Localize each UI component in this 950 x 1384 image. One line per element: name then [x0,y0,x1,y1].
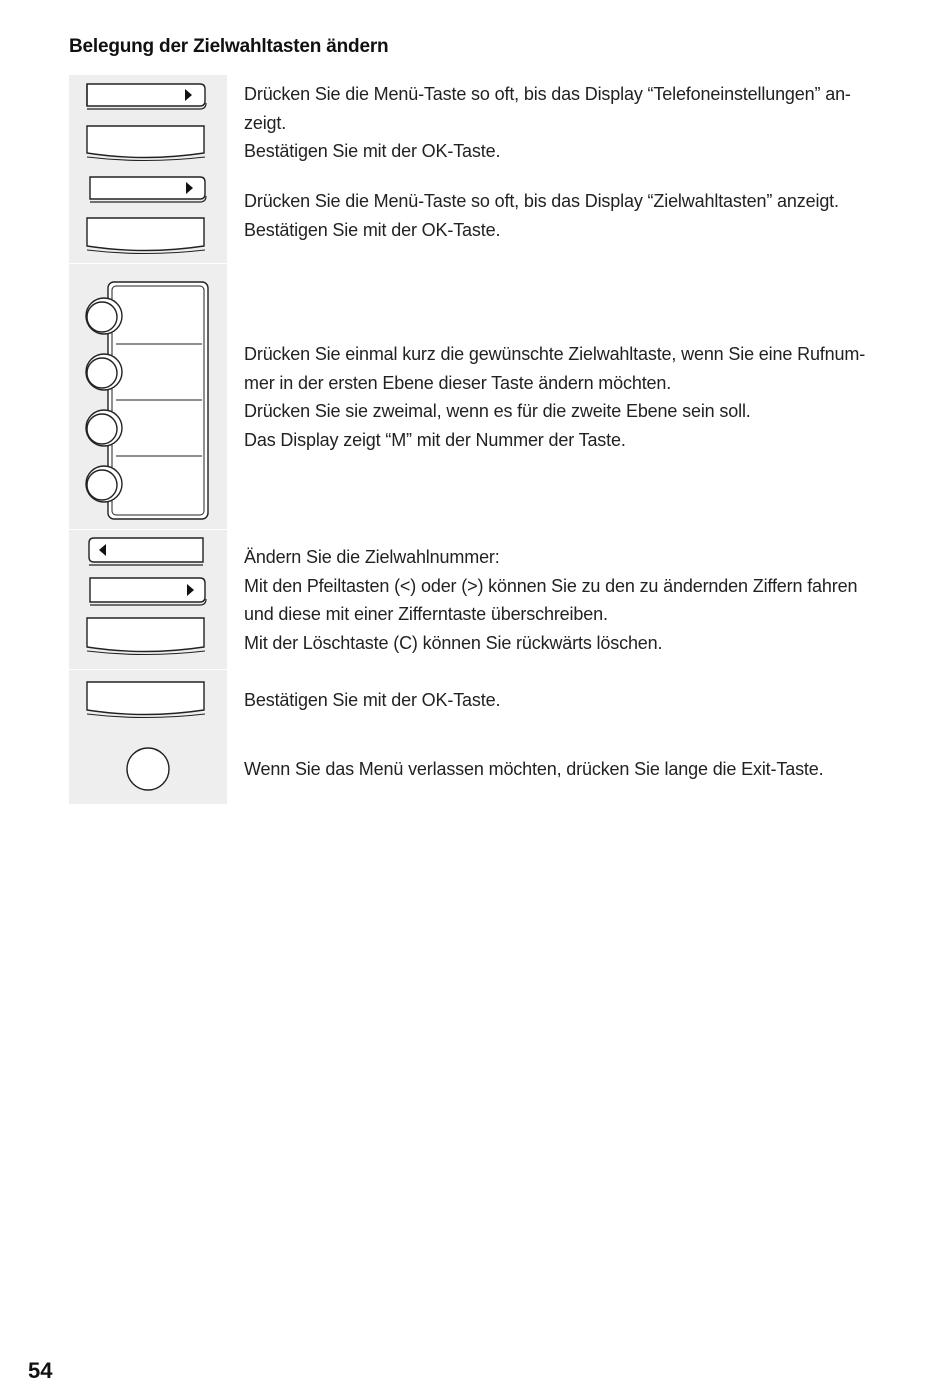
step-text-line: Mit den Pfeiltasten (<) oder (>) können Sie zu den zu ändernden Ziffern fahren [244,575,858,596]
step-text-line: Bestätigen Sie mit der OK-Taste. [244,219,501,240]
step-1-text [244,80,916,166]
menu-right-key-icon [84,81,208,112]
step-text-line: zeigt. [244,112,287,133]
step-text-line: und diese mit einer Zifferntaste überschreiben. [244,604,608,624]
step-2-text [244,187,916,244]
step-text-line: Bestätigen Sie mit der OK-Taste. [244,690,501,710]
ok-key-icon [84,216,208,256]
step-text-line: Bestätigen Sie mit der OK-Taste. [244,141,501,161]
page-number: 54 [28,1358,53,1383]
step-text-line: Drücken Sie die Menü-Taste so oft, bis das Display “Zielwahltasten” anzeigt. [244,191,839,211]
page-title: Belegung der Zielwahltasten ändern [69,36,389,57]
step-text-line: Drücken Sie einmal kurz die gewünschte Zielwahltaste, wenn Sie eine Rufnum- [244,344,866,364]
step-text-line: mer in der ersten Ebene dieser Taste ändern möchten. [244,372,672,393]
step-text-line: Drücken Sie sie zweimal, wenn es für die zweite Ebene sein soll. [244,401,751,421]
step-text-line: Drücken Sie die Menü-Taste so oft, bis das Display “Telefoneinstellungen” an- [244,84,851,104]
step-3-text [244,340,916,454]
sidebar-divider [69,529,227,530]
step-5-text [244,686,916,715]
menu-right-key-icon [87,174,211,205]
step-text-line: Ändern Sie die Zielwahlnummer: [244,547,500,567]
left-arrow-key-icon [86,535,210,569]
exit-key-icon [124,746,172,794]
step-text-line: Das Display zeigt “M” mit der Nummer der Taste. [244,429,626,450]
step-4-text [244,543,916,657]
right-arrow-key-icon [87,575,211,609]
ok-key-icon [84,124,208,162]
step-text-line: Mit der Löschtaste (C) können Sie rückwärts löschen. [244,632,663,653]
speed-dial-keys-icon [82,279,212,523]
ok-key-icon [84,680,208,722]
ok-key-icon [84,616,208,658]
sidebar-divider [69,669,227,670]
sidebar-divider [69,263,227,264]
step-text-line: Wenn Sie das Menü verlassen möchten, drücken Sie lange die Exit-Taste. [244,759,824,779]
step-6-text [244,755,916,784]
